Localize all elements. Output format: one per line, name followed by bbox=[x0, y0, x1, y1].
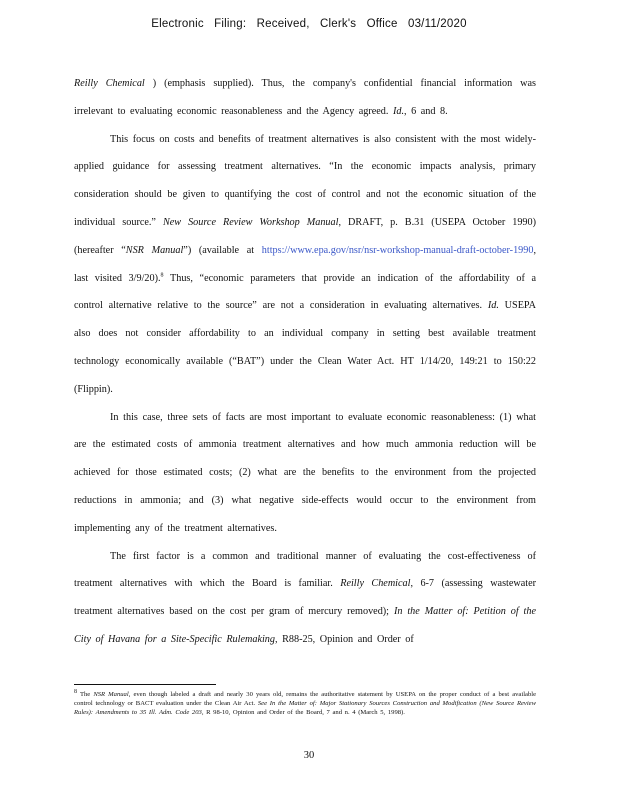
footnote-divider bbox=[74, 684, 216, 685]
paragraph-text: , last visited 3/9/20). bbox=[74, 244, 536, 284]
document-body bbox=[74, 70, 536, 654]
paragraph-text: R88-25, Opinion and Order of bbox=[282, 633, 414, 645]
footnote-8 bbox=[74, 690, 536, 718]
paragraph-text: , 6 and 8. bbox=[404, 105, 448, 117]
paragraph-1 bbox=[74, 70, 536, 126]
paragraph-text: ”) (available at bbox=[183, 244, 255, 256]
manual-short-title: NSR Manual bbox=[125, 244, 184, 256]
paragraph-text: ) (emphasis supplied). Thus, the company's confidential financial information was irrelevant to evaluating economic reasonableness and the Agency agreed. bbox=[74, 78, 537, 117]
footnote-text: , R 98-10, Opinion and Order of the Board, 7 and n. 4 (March 5, 1998). bbox=[201, 709, 405, 717]
paragraph-text: This focus on costs and benefits of treatment alternatives is also consistent with the most widely-applied guidance for assessing treatment alternatives. “In the economic impacts analysis, primary consideration should be given to quantifying the cost of control and not the economic situation of the individual source.” bbox=[74, 133, 536, 228]
footnote-reference[interactable]: 8 bbox=[160, 272, 164, 279]
filing-header: Electronic Filing: Received, Clerk's Office 03/11/2020 bbox=[151, 18, 467, 30]
paragraph-text: Thus, “economic parameters that provide an indication of the affordability of a control alternative relative to the source” are not a consideration in evaluating alternatives. bbox=[74, 272, 537, 312]
paragraph-text: , 6-7 (assessing wastewater treatment alternatives based on the cost per gram of mercury removed); bbox=[74, 578, 537, 618]
case-citation: In the Matter of: Petition of the City of Havana for a Site-Specific Rulemaking, bbox=[74, 606, 537, 645]
paragraph-text: , DRAFT, p. B.31 (USEPA October 1990) (hereafter “ bbox=[74, 216, 537, 256]
footnote-text: The bbox=[79, 691, 91, 698]
manual-title: New Source Review Workshop Manual bbox=[162, 216, 339, 228]
paragraph-text: The first factor is a common and traditional manner of evaluating the cost-effectiveness of treatment alternatives with which the Board is familiar. bbox=[74, 550, 536, 590]
paragraph-2 bbox=[74, 126, 536, 404]
id-citation: Id. bbox=[392, 105, 405, 117]
epa-manual-link[interactable]: https://www.epa.gov/nsr/nsr-workshop-manual-draft-october-1990 bbox=[261, 244, 534, 256]
case-citation: See In the Matter of: Major Stationary Sources Construction and Modification (New Source Review Rules): Amendments to 35 Ill. Adm. Code 203 bbox=[74, 700, 536, 717]
footnote-number: 8 bbox=[74, 688, 77, 695]
paragraph-text: USEPA also does not consider affordability to an individual company in setting best available treatment technology economically available (“BAT”) under the Clean Water Act. HT 1/14/20, 149:21 to 150:22 (Flippin). bbox=[74, 300, 537, 395]
case-citation: Reilly Chemical bbox=[340, 578, 411, 590]
case-citation: Reilly Chemical bbox=[74, 78, 145, 89]
page-number: 30 bbox=[303, 750, 315, 761]
paragraph-3: In this case, three sets of facts are most important to evaluate economic reasonableness: (1) what are the estimated costs of ammonia treatment alternatives and how much ammonia reduction will be achieved for those estimated costs; (2) what are the benefits to the environment from the projected reductions in ammonia; and (3) what negative side-effects would occur to the environment from implementing any of the treatment alternatives. bbox=[74, 411, 536, 534]
footnote-text: , even though labeled a draft and nearly 30 years old, remains the authoritative statement by USEPA on the proper conduct of a best available control technology or BACT evaluation under the Clean Air Act. bbox=[74, 691, 537, 708]
id-citation: Id. bbox=[487, 300, 499, 312]
manual-short-title: NSR Manual bbox=[93, 691, 129, 698]
paragraph-4 bbox=[74, 543, 536, 654]
